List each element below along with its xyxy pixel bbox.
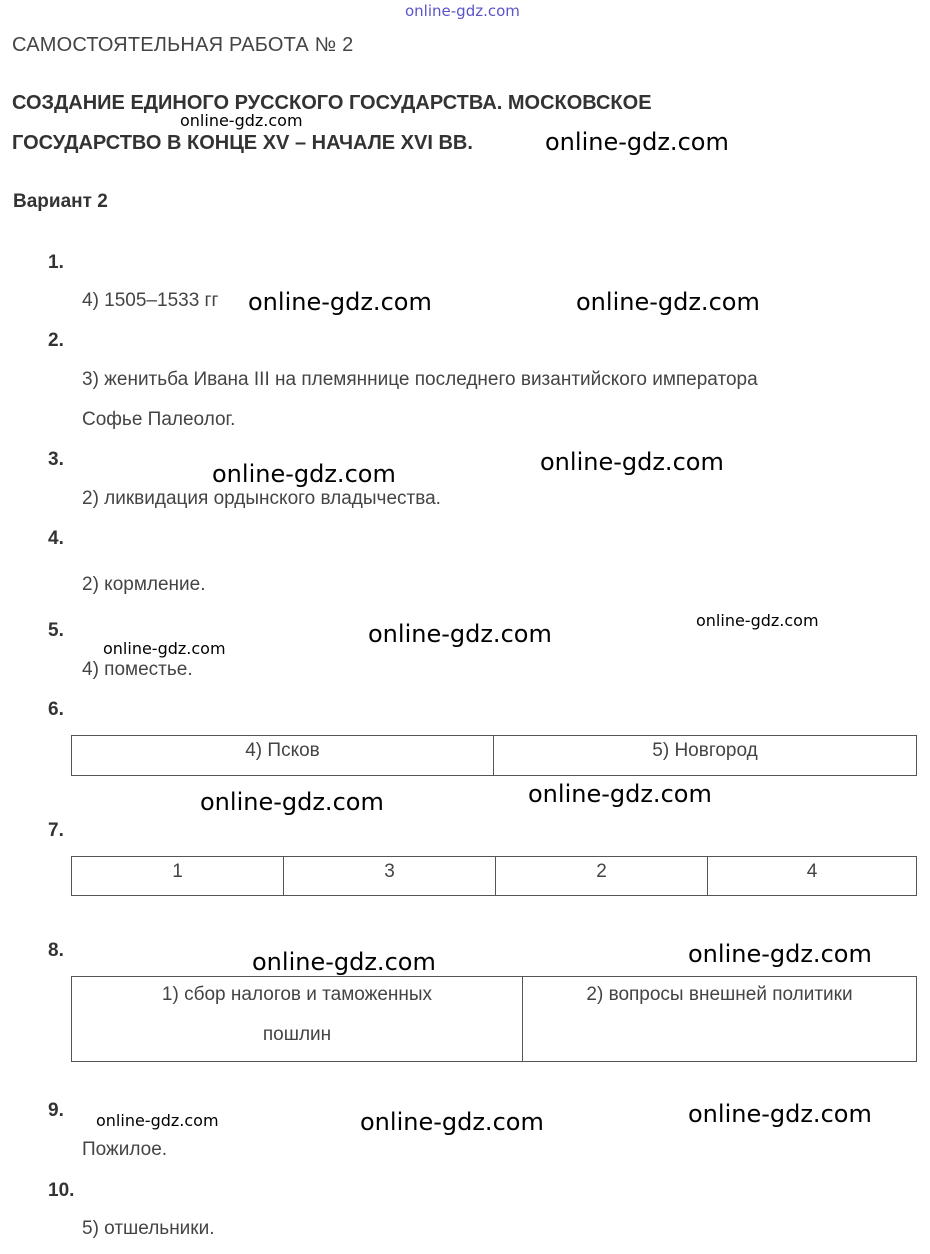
- table-cell: 3: [284, 857, 496, 896]
- question-number-10: 10.: [48, 1180, 75, 1201]
- watermark: online-gdz.com: [545, 128, 729, 156]
- table-cell: [523, 977, 917, 1062]
- watermark: online-gdz.com: [576, 288, 760, 316]
- answer-3: 2) ликвидация ордынского владычества.: [82, 488, 441, 509]
- watermark: online-gdz.com: [368, 620, 552, 648]
- answer-8-cell-1-line-1: 1) сбор налогов и таможенных: [161, 984, 433, 1005]
- title-line-1: СОЗДАНИЕ ЕДИНОГО РУССКОГО ГОСУДАРСТВА. МОСКОВСКОЕ: [12, 92, 652, 114]
- watermark: online-gdz.com: [528, 780, 712, 808]
- question-number-2: 2.: [48, 330, 64, 351]
- watermark: online-gdz.com: [180, 111, 303, 130]
- watermark: online-gdz.com: [360, 1108, 544, 1136]
- watermark: online-gdz.com: [96, 1111, 219, 1130]
- table-cell: 4) Псков: [72, 736, 494, 776]
- answer-1: 4) 1505–1533 гг: [82, 290, 219, 311]
- table-cell: [72, 977, 523, 1062]
- table-cell: 2: [496, 857, 708, 896]
- question-number-3: 3.: [48, 449, 64, 470]
- watermark: online-gdz.com: [540, 448, 724, 476]
- answer-8-cell-2-line-1: 2) вопросы внешней политики: [586, 984, 853, 1005]
- question-number-6: 6.: [48, 699, 64, 720]
- answer-2-line-1: 3) женитьба Ивана III на племяннице последнего византийского императора: [82, 369, 758, 390]
- answer-4: 2) кормление.: [82, 574, 206, 595]
- table-cell: 5) Новгород: [494, 736, 917, 776]
- watermark: online-gdz.com: [212, 460, 396, 488]
- watermark: online-gdz.com: [103, 639, 226, 658]
- work-header: САМОСТОЯТЕЛЬНАЯ РАБОТА № 2: [12, 34, 354, 56]
- table-cell: 1: [72, 857, 284, 896]
- answer-10: 5) отшельники.: [82, 1218, 215, 1239]
- question-number-7: 7.: [48, 820, 64, 841]
- answer-7-table: [71, 856, 917, 896]
- question-number-5: 5.: [48, 620, 64, 641]
- title-line-2: ГОСУДАРСТВО В КОНЦЕ XV – НАЧАЛЕ XVI ВВ.: [12, 132, 473, 154]
- question-number-8: 8.: [48, 940, 64, 961]
- watermark: online-gdz.com: [248, 288, 432, 316]
- watermark: online-gdz.com: [688, 1100, 872, 1128]
- watermark-top: online-gdz.com: [405, 2, 520, 20]
- answer-8-cell-1-line-2: пошлин: [262, 1024, 332, 1045]
- watermark: online-gdz.com: [696, 611, 819, 630]
- watermark: online-gdz.com: [688, 940, 872, 968]
- answer-6-table: [71, 735, 917, 776]
- watermark: online-gdz.com: [252, 948, 436, 976]
- answer-2-line-2: Софье Палеолог.: [82, 409, 236, 430]
- question-number-4: 4.: [48, 528, 64, 549]
- table-cell: 4: [708, 857, 917, 896]
- variant-label: Вариант 2: [13, 191, 108, 212]
- answer-8-table: [71, 976, 917, 1062]
- answer-5: 4) поместье.: [82, 659, 193, 680]
- answer-9: Пожилое.: [82, 1139, 168, 1160]
- question-number-9: 9.: [48, 1100, 64, 1121]
- question-number-1: 1.: [48, 252, 64, 273]
- watermark: online-gdz.com: [200, 788, 384, 816]
